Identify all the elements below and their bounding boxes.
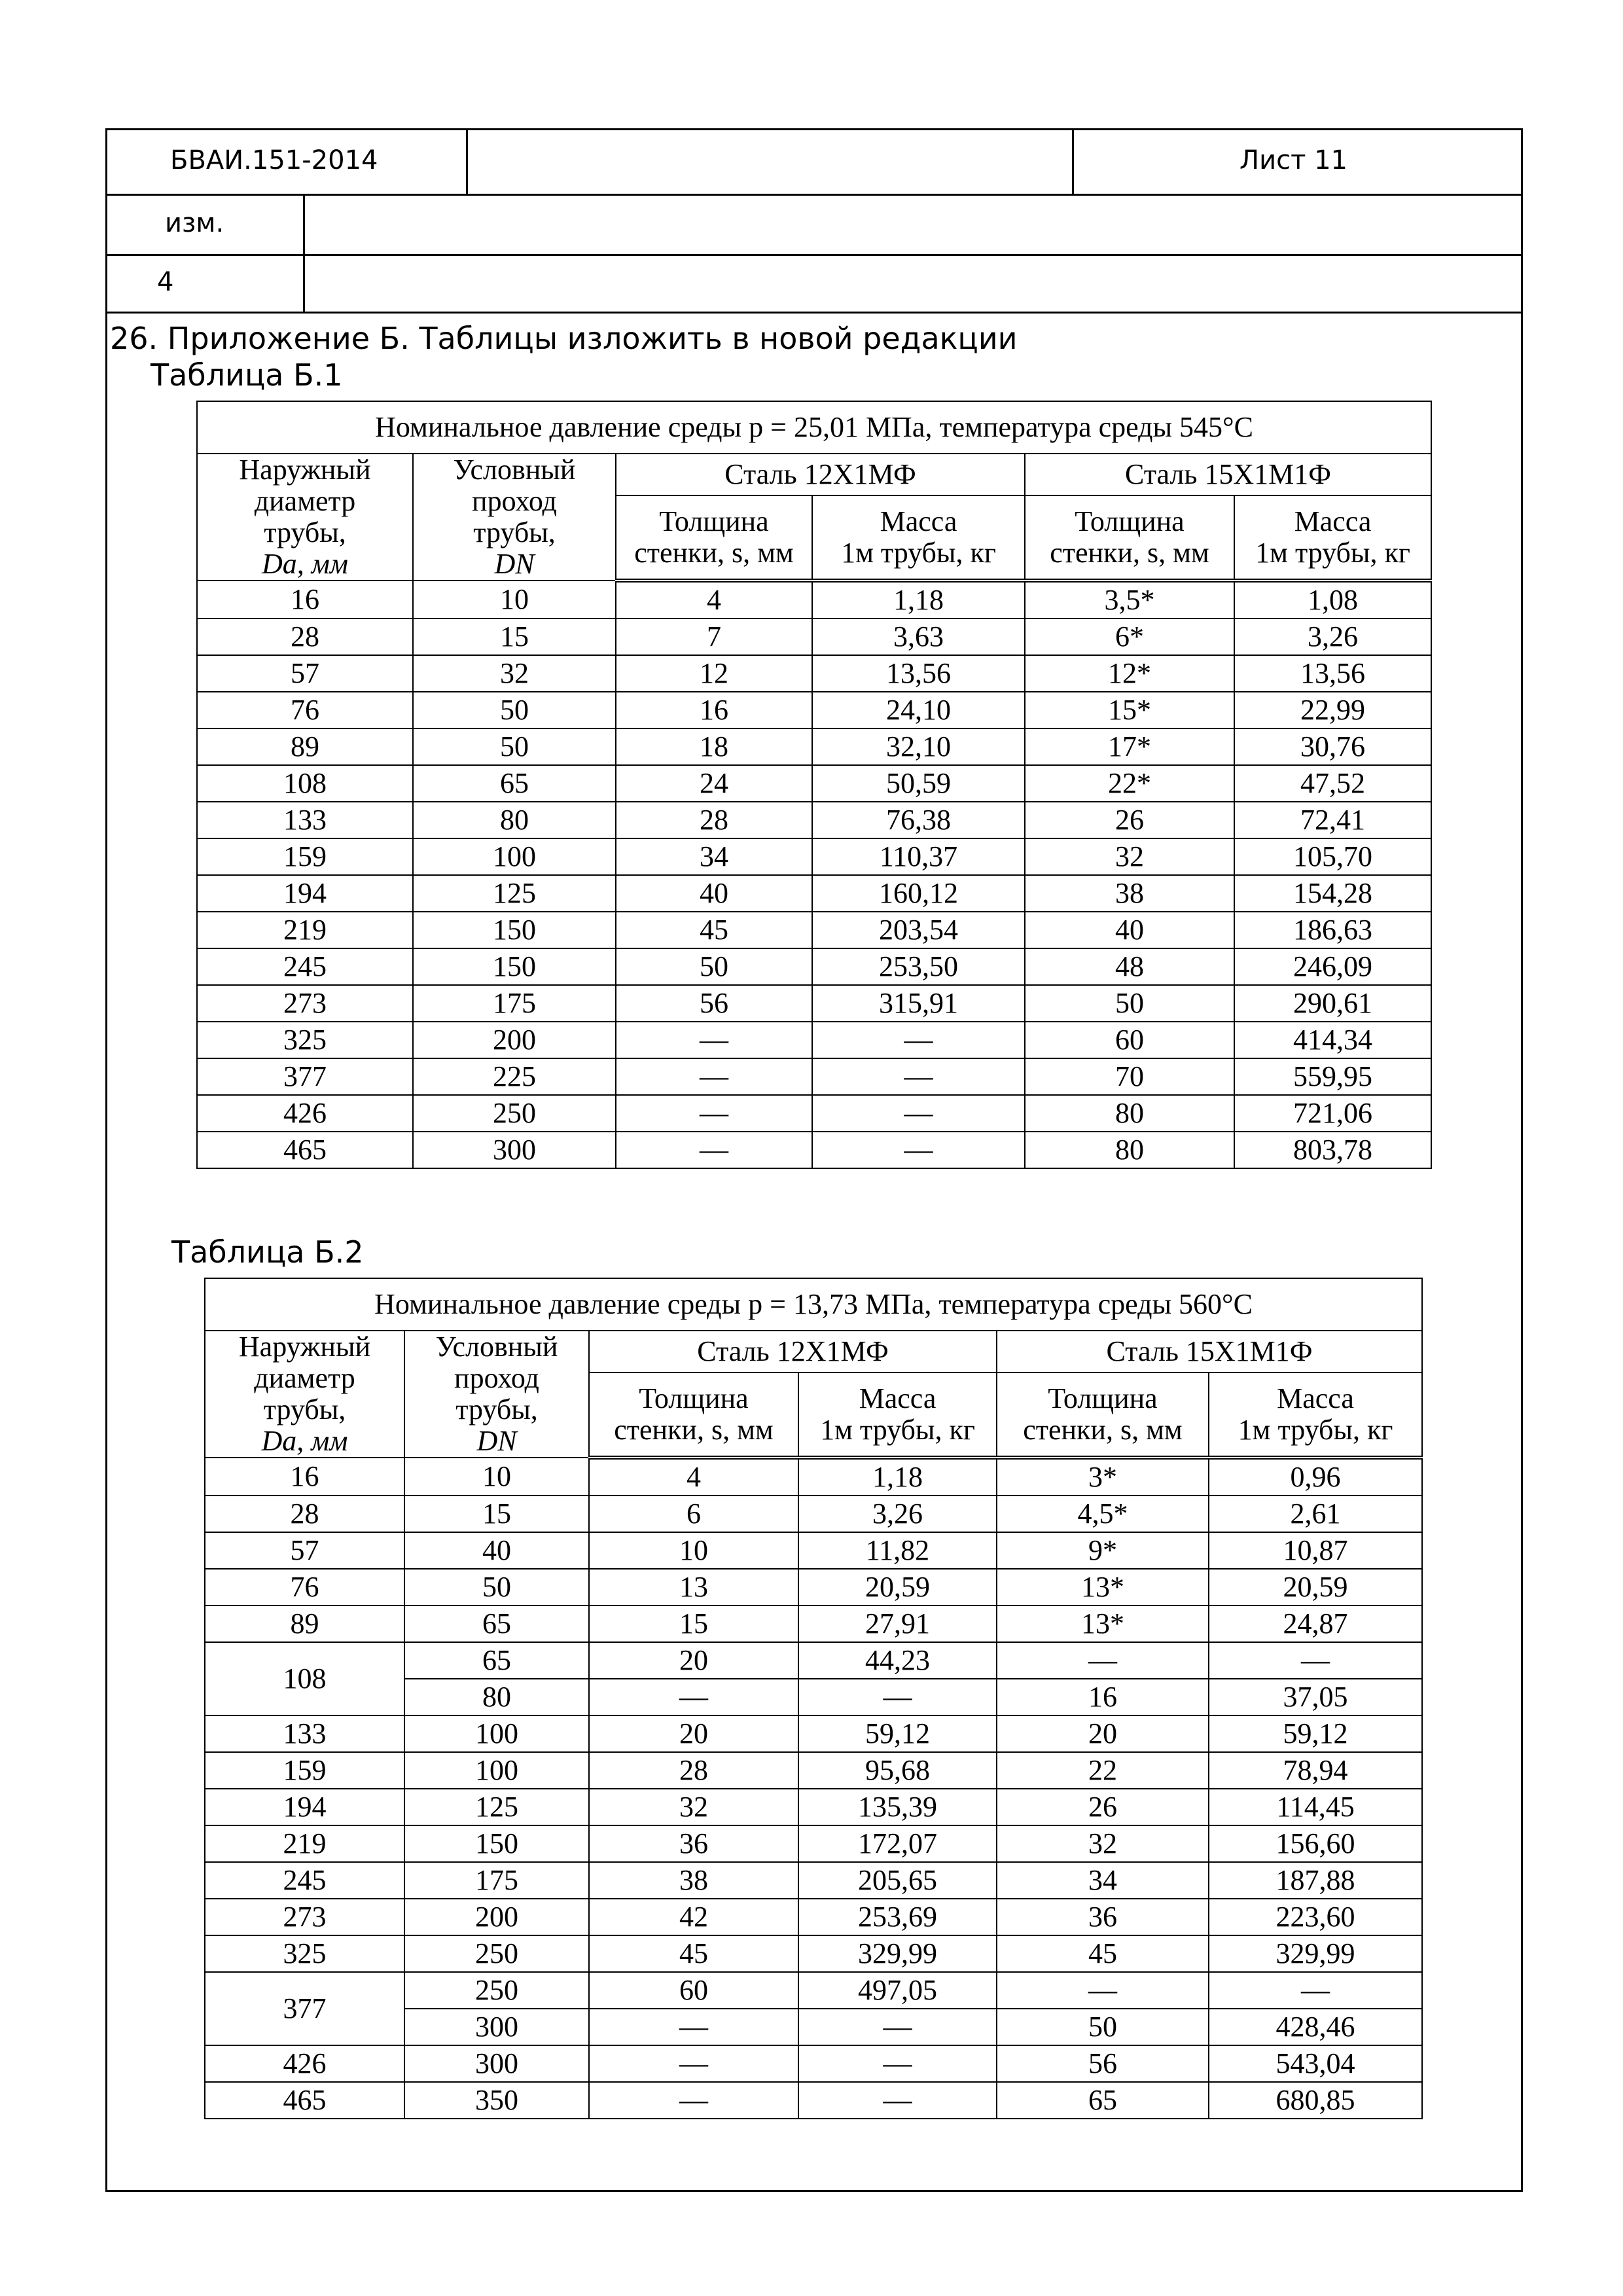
table-cell: 4 [589,1458,798,1496]
table1-col-mass-a: Масса 1м трубы, кг [812,495,1025,581]
table-cell: 80 [404,1679,589,1715]
table-cell: 290,61 [1234,985,1431,1022]
table-row [205,1569,1422,1605]
table-cell: 3,63 [812,619,1025,655]
table-cell: 4 [616,581,812,619]
table-cell: 194 [197,875,413,912]
table-cell: 325 [205,1935,404,1972]
table-b2 [204,1278,1423,2119]
table-cell: 428,46 [1209,2009,1422,2045]
table-cell: — [812,1022,1025,1058]
table-row [197,912,1431,948]
table-cell: 9* [997,1532,1209,1569]
table-cell: 10 [413,581,616,619]
table-row [197,1095,1431,1132]
table-cell: 219 [197,912,413,948]
table-cell: 15 [589,1605,798,1642]
table-cell: 1,18 [812,581,1025,619]
table-cell: 13,56 [1234,655,1431,692]
table-cell: 45 [589,1935,798,1972]
table-row [205,1605,1422,1642]
table-row [205,1935,1422,1972]
table-cell: 47,52 [1234,765,1431,802]
table-cell: 100 [404,1752,589,1789]
table-cell: — [589,2045,798,2082]
table-cell: 300 [404,2009,589,2045]
table-cell: — [616,1022,812,1058]
table2-steel-b: Сталь 15Х1М1Ф [997,1331,1422,1372]
table-cell: 28 [205,1496,404,1532]
table-cell: 20,59 [1209,1569,1422,1605]
table-cell: 156,60 [1209,1825,1422,1862]
table-cell: 154,28 [1234,875,1431,912]
table-cell: 13,56 [812,655,1025,692]
table1-caption: Таблица Б.1 [151,357,343,393]
table-row [197,581,1431,619]
table-cell: 377 [205,1972,404,2045]
table-cell: 20 [997,1715,1209,1752]
table-row [205,1789,1422,1825]
header-row-line-1 [105,194,1523,196]
table-cell: 20 [589,1715,798,1752]
table-row [197,1022,1431,1058]
table-cell: 60 [1025,1022,1234,1058]
table-cell: 72,41 [1234,802,1431,838]
table-cell: 78,94 [1209,1752,1422,1789]
table-cell: 250 [413,1095,616,1132]
table-cell: 414,34 [1234,1022,1431,1058]
table-cell: 4,5* [997,1496,1209,1532]
table-cell: 22* [1025,765,1234,802]
table-cell: — [1209,1642,1422,1679]
table-cell: 34 [997,1862,1209,1899]
table-cell: 32,10 [812,728,1025,765]
table-cell: 114,45 [1209,1789,1422,1825]
table1-steel-a: Сталь 12Х1МФ [616,454,1025,495]
sheet-number: Лист 11 [1240,145,1347,175]
table-cell: 44,23 [798,1642,997,1679]
table-cell: 16 [197,581,413,619]
table-cell: 160,12 [812,875,1025,912]
table-cell: 89 [197,728,413,765]
table-cell: 56 [997,2045,1209,2082]
header-divider-2 [1072,128,1074,194]
table-row [205,1458,1422,1496]
table-cell: 32 [589,1789,798,1825]
table-row [205,1532,1422,1569]
table-cell: 80 [1025,1132,1234,1168]
table-row [205,1899,1422,1935]
table-row [205,2082,1422,2119]
table2-col-outer-diameter: Наружный диаметр трубы, Da, мм [205,1331,404,1458]
table-cell: 15* [1025,692,1234,728]
table-cell: 59,12 [1209,1715,1422,1752]
table-cell: 133 [205,1715,404,1752]
table-cell: 245 [205,1862,404,1899]
table-cell: 350 [404,2082,589,2119]
change-number: 4 [157,267,174,297]
table-cell: 803,78 [1234,1132,1431,1168]
table-cell: 175 [413,985,616,1022]
table-cell: 200 [413,1022,616,1058]
table-cell: 543,04 [1209,2045,1422,2082]
table-cell: 22 [997,1752,1209,1789]
table-row [205,1862,1422,1899]
table-cell: 59,12 [798,1715,997,1752]
table-row [197,838,1431,875]
table1-col-mass-b: Масса 1м трубы, кг [1234,495,1431,581]
table-row [197,802,1431,838]
table-cell: — [589,1679,798,1715]
table-cell: 17* [1025,728,1234,765]
table-cell: 30,76 [1234,728,1431,765]
table-cell: 253,50 [812,948,1025,985]
table-cell: — [589,2082,798,2119]
table2-col-mass-a: Масса 1м трубы, кг [798,1372,997,1458]
table-cell: 465 [205,2082,404,2119]
table-row [197,655,1431,692]
table-cell: 300 [404,2045,589,2082]
table-cell: 45 [616,912,812,948]
table-cell: 3,26 [1234,619,1431,655]
table2-col-nominal-bore: Условный проход трубы, DN [404,1331,589,1458]
table-row [197,948,1431,985]
table-cell: 50 [616,948,812,985]
table-cell: 20 [589,1642,798,1679]
table-cell: 37,05 [1209,1679,1422,1715]
table-cell: 125 [404,1789,589,1825]
table-cell: 57 [205,1532,404,1569]
table-cell: 76,38 [812,802,1025,838]
table-cell: 38 [1025,875,1234,912]
table-cell: 3,26 [798,1496,997,1532]
table-cell: 223,60 [1209,1899,1422,1935]
table-cell: 16 [616,692,812,728]
table-cell: 50 [404,1569,589,1605]
table2-title: Номинальное давление среды p = 13,73 МПа, температура среды 560°С [205,1278,1422,1331]
table-cell: 26 [1025,802,1234,838]
table-cell: 65 [413,765,616,802]
table-cell: 150 [404,1825,589,1862]
table-cell: 6 [589,1496,798,1532]
table-cell: 135,39 [798,1789,997,1825]
table1-steel-b: Сталь 15Х1М1Ф [1025,454,1431,495]
table-cell: 11,82 [798,1532,997,1569]
table-row [205,1972,1422,2009]
table-cell: 40 [1025,912,1234,948]
table-cell: 76 [205,1569,404,1605]
table-cell: — [616,1058,812,1095]
table-cell: 50 [1025,985,1234,1022]
table1-title: Номинальное давление среды p = 25,01 МПа, температура среды 545°С [197,401,1431,454]
table-cell: — [798,2045,997,2082]
table-cell: — [997,1642,1209,1679]
table-cell: 45 [997,1935,1209,1972]
table-cell: 315,91 [812,985,1025,1022]
table-cell: 34 [616,838,812,875]
table-cell: 205,65 [798,1862,997,1899]
table-cell: 12 [616,655,812,692]
table-cell: 325 [197,1022,413,1058]
table-cell: 36 [997,1899,1209,1935]
table-cell: 12* [1025,655,1234,692]
table-row [205,1496,1422,1532]
table-cell: 32 [997,1825,1209,1862]
table-cell: 125 [413,875,616,912]
table-cell: 50 [997,2009,1209,2045]
table-cell: — [812,1058,1025,1095]
table-cell: 95,68 [798,1752,997,1789]
table-cell: 187,88 [1209,1862,1422,1899]
table-row [197,619,1431,655]
table-cell: 172,07 [798,1825,997,1862]
table-cell: 105,70 [1234,838,1431,875]
table-cell: 28 [589,1752,798,1789]
table1-col-wall-b: Толщина стенки, s, мм [1025,495,1234,581]
table-row [197,692,1431,728]
table-b1 [196,401,1432,1169]
table-row [205,2045,1422,2082]
table-cell: 150 [413,948,616,985]
table-cell: 50,59 [812,765,1025,802]
table-cell: 250 [404,1935,589,1972]
table-cell: — [1209,1972,1422,2009]
table-cell: 329,99 [798,1935,997,1972]
table-cell: 465 [197,1132,413,1168]
table-row [205,1752,1422,1789]
table-cell: 273 [197,985,413,1022]
table-cell: 76 [197,692,413,728]
table-cell: 13 [589,1569,798,1605]
table-cell: 6* [1025,619,1234,655]
table-cell: 250 [404,1972,589,2009]
table-cell: 40 [404,1532,589,1569]
table-row [205,1715,1422,1752]
table-cell: 108 [197,765,413,802]
table-cell: 721,06 [1234,1095,1431,1132]
table-cell: 200 [404,1899,589,1935]
table-row [197,728,1431,765]
table-cell: 27,91 [798,1605,997,1642]
table2-col-wall-b: Толщина стенки, s, мм [997,1372,1209,1458]
table-cell: 219 [205,1825,404,1862]
table-cell: 273 [205,1899,404,1935]
table-cell: 246,09 [1234,948,1431,985]
table-cell: 225 [413,1058,616,1095]
table-cell: 426 [197,1095,413,1132]
table2-caption: Таблица Б.2 [171,1234,364,1270]
table-cell: 13* [997,1569,1209,1605]
table-cell: 680,85 [1209,2082,1422,2119]
table-cell: 203,54 [812,912,1025,948]
table-row [197,1058,1431,1095]
table-cell: 65 [997,2082,1209,2119]
table-cell: 24,87 [1209,1605,1422,1642]
table-cell: 20,59 [798,1569,997,1605]
table-cell: 24,10 [812,692,1025,728]
table-cell: — [812,1132,1025,1168]
table-cell: 133 [197,802,413,838]
table1-col-nominal-bore: Условный проход трубы, DN [413,454,616,581]
table-cell: 2,61 [1209,1496,1422,1532]
table-cell: 100 [404,1715,589,1752]
section-heading: 26. Приложение Б. Таблицы изложить в новой редакции [110,321,1018,356]
table-cell: — [616,1095,812,1132]
table-cell: 70 [1025,1058,1234,1095]
table-cell: 175 [404,1862,589,1899]
table1-col-wall-a: Толщина стенки, s, мм [616,495,812,581]
header-divider-1 [466,128,468,194]
table-row [205,1825,1422,1862]
table-cell: 28 [197,619,413,655]
table-cell: 426 [205,2045,404,2082]
table-cell: 253,69 [798,1899,997,1935]
table-cell: 48 [1025,948,1234,985]
table-cell: 50 [413,692,616,728]
table-cell: — [997,1972,1209,2009]
table-cell: 42 [589,1899,798,1935]
table-cell: 65 [404,1642,589,1679]
table-cell: 559,95 [1234,1058,1431,1095]
table-cell: 57 [197,655,413,692]
table-cell: 22,99 [1234,692,1431,728]
table-cell: 50 [413,728,616,765]
table-cell: 3* [997,1458,1209,1496]
header-divider-3 [303,194,305,312]
table-cell: 377 [197,1058,413,1095]
table-cell: 32 [413,655,616,692]
table-cell: 10 [404,1458,589,1496]
table-cell: — [812,1095,1025,1132]
header-row-line-2 [105,254,1523,256]
table-cell: 26 [997,1789,1209,1825]
table-cell: 100 [413,838,616,875]
table-cell: 108 [205,1642,404,1715]
doc-code: БВАИ.151-2014 [170,145,378,175]
table-cell: 80 [1025,1095,1234,1132]
table-cell: — [798,2009,997,2045]
table-cell: 18 [616,728,812,765]
table-cell: 13* [997,1605,1209,1642]
table-cell: — [616,1132,812,1168]
table1-col-outer-diameter: Наружный диаметр трубы, Da, мм [197,454,413,581]
table-cell: 1,18 [798,1458,997,1496]
table-cell: 329,99 [1209,1935,1422,1972]
table-cell: — [798,1679,997,1715]
table-cell: 36 [589,1825,798,1862]
table-cell: 110,37 [812,838,1025,875]
table-row [197,765,1431,802]
table-cell: — [589,2009,798,2045]
table-cell: 3,5* [1025,581,1234,619]
table-cell: 10 [589,1532,798,1569]
table-cell: 159 [197,838,413,875]
table-cell: 15 [413,619,616,655]
table-cell: — [798,2082,997,2119]
table-row [197,985,1431,1022]
table-cell: 28 [616,802,812,838]
table-cell: 0,96 [1209,1458,1422,1496]
table-cell: 38 [589,1862,798,1899]
table-cell: 89 [205,1605,404,1642]
table-cell: 1,08 [1234,581,1431,619]
table-cell: 40 [616,875,812,912]
table-cell: 16 [997,1679,1209,1715]
table-cell: 16 [205,1458,404,1496]
table-row [205,1642,1422,1679]
table-cell: 497,05 [798,1972,997,2009]
table-cell: 60 [589,1972,798,2009]
table-cell: 15 [404,1496,589,1532]
table-cell: 194 [205,1789,404,1825]
change-label: изм. [165,208,224,238]
table-cell: 150 [413,912,616,948]
table-cell: 56 [616,985,812,1022]
table2-col-mass-b: Масса 1м трубы, кг [1209,1372,1422,1458]
table-cell: 300 [413,1132,616,1168]
table2-col-wall-a: Толщина стенки, s, мм [589,1372,798,1458]
table-cell: 245 [197,948,413,985]
header-row-line-3 [105,312,1523,314]
table-cell: 80 [413,802,616,838]
table-cell: 159 [205,1752,404,1789]
table-row [197,875,1431,912]
table-cell: 65 [404,1605,589,1642]
table-cell: 24 [616,765,812,802]
table2-steel-a: Сталь 12Х1МФ [589,1331,997,1372]
table-cell: 10,87 [1209,1532,1422,1569]
table-cell: 32 [1025,838,1234,875]
table-cell: 186,63 [1234,912,1431,948]
table-row [197,1132,1431,1168]
table-cell: 7 [616,619,812,655]
